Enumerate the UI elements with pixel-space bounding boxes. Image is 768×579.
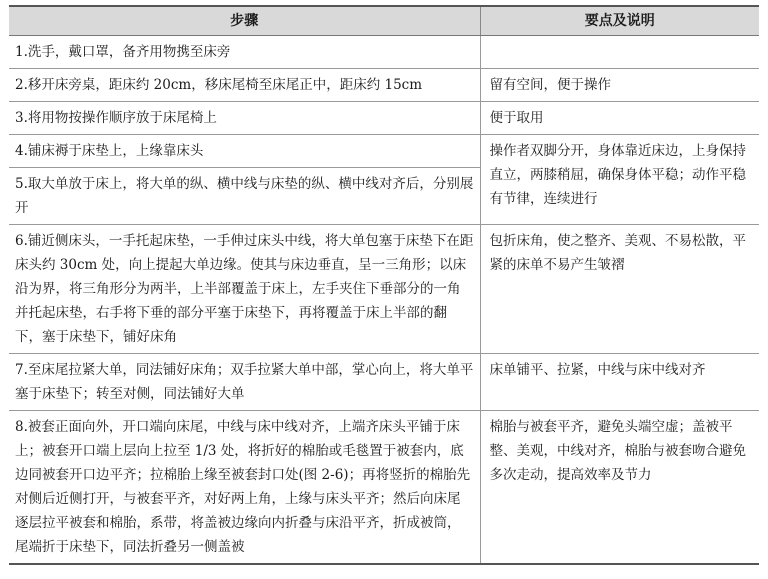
- table-row: [9, 36, 759, 69]
- note-cell: [480, 36, 759, 69]
- table-row: [9, 225, 759, 354]
- table-row: [9, 135, 759, 168]
- header-note: 要点及说明: [480, 6, 759, 36]
- table-header-row: [9, 6, 759, 36]
- step-cell: 4.铺床褥于床垫上，上缘靠床头: [9, 135, 480, 168]
- note-cell: 便于取用: [480, 102, 759, 135]
- step-cell: 8.被套正面向外，开口端向床尾，中线与床中线对齐，上端齐床头平铺于床上；被套开口端上层向上拉至 1/3 处，将折好的棉胎或毛毯置于被套内，底边同被套开口边平齐；拉棉胎上缘至被套封口处(图 2-6)；再将竖折的棉胎先对侧后近侧打开，与被套平齐，对好两上角，上缘与床头平齐；然后向床尾逐层拉平被套和棉胎，系带，将盖被边缘向内折叠与床沿平齐，折成被筒，尾端折于床垫下，同法折叠另一侧盖被: [9, 411, 480, 565]
- note-cell: 棉胎与被套平齐，避免头端空虚；盖被平整、美观，中线对齐，棉胎与被套吻合避免多次走动，提高效率及节力: [480, 411, 759, 565]
- table-row: [9, 102, 759, 135]
- step-cell: 3.将用物按操作顺序放于床尾椅上: [9, 102, 480, 135]
- step-cell: 7.至床尾拉紧大单，同法铺好床角；双手拉紧大单中部，掌心向上，将大单平塞于床垫下；转至对侧，同法铺好大单: [9, 354, 480, 411]
- step-cell: 6.铺近侧床头，一手托起床垫，一手伸过床头中线，将大单包塞于床垫下在距床头约 30cm 处，向上提起大单边缘。使其与床边垂直，呈一三角形；以床沿为界，将三角形分为两半，上半部覆盖于床上，左手夹住下垂部分的一角并托起床垫，右手将下垂的部分平塞于床垫下，再将覆盖于床上半部的翻下，塞于床垫下，铺好床角: [9, 225, 480, 354]
- note-cell: 包折床角，使之整齐、美观、不易松散，平紧的床单不易产生皱褶: [480, 225, 759, 354]
- note-cell: 操作者双脚分开，身体靠近床边，上身保持直立，两膝稍屈，确保身体平稳；动作平稳有节律，连续进行: [480, 135, 759, 225]
- table-row: [9, 354, 759, 411]
- table-row: [9, 411, 759, 565]
- step-cell: 1.洗手，戴口罩，备齐用物携至床旁: [9, 36, 480, 69]
- step-cell: 5.取大单放于床上，将大单的纵、横中线与床垫的纵、横中线对齐后，分别展开: [9, 168, 480, 225]
- step-cell: 2.移开床旁桌，距床约 20cm，移床尾椅至床尾正中，距床约 15cm: [9, 69, 480, 102]
- note-cell: 床单铺平、拉紧，中线与床中线对齐: [480, 354, 759, 411]
- header-step: 步骤: [9, 6, 480, 36]
- procedure-table: [9, 5, 759, 565]
- table-row: [9, 69, 759, 102]
- note-cell: 留有空间，便于操作: [480, 69, 759, 102]
